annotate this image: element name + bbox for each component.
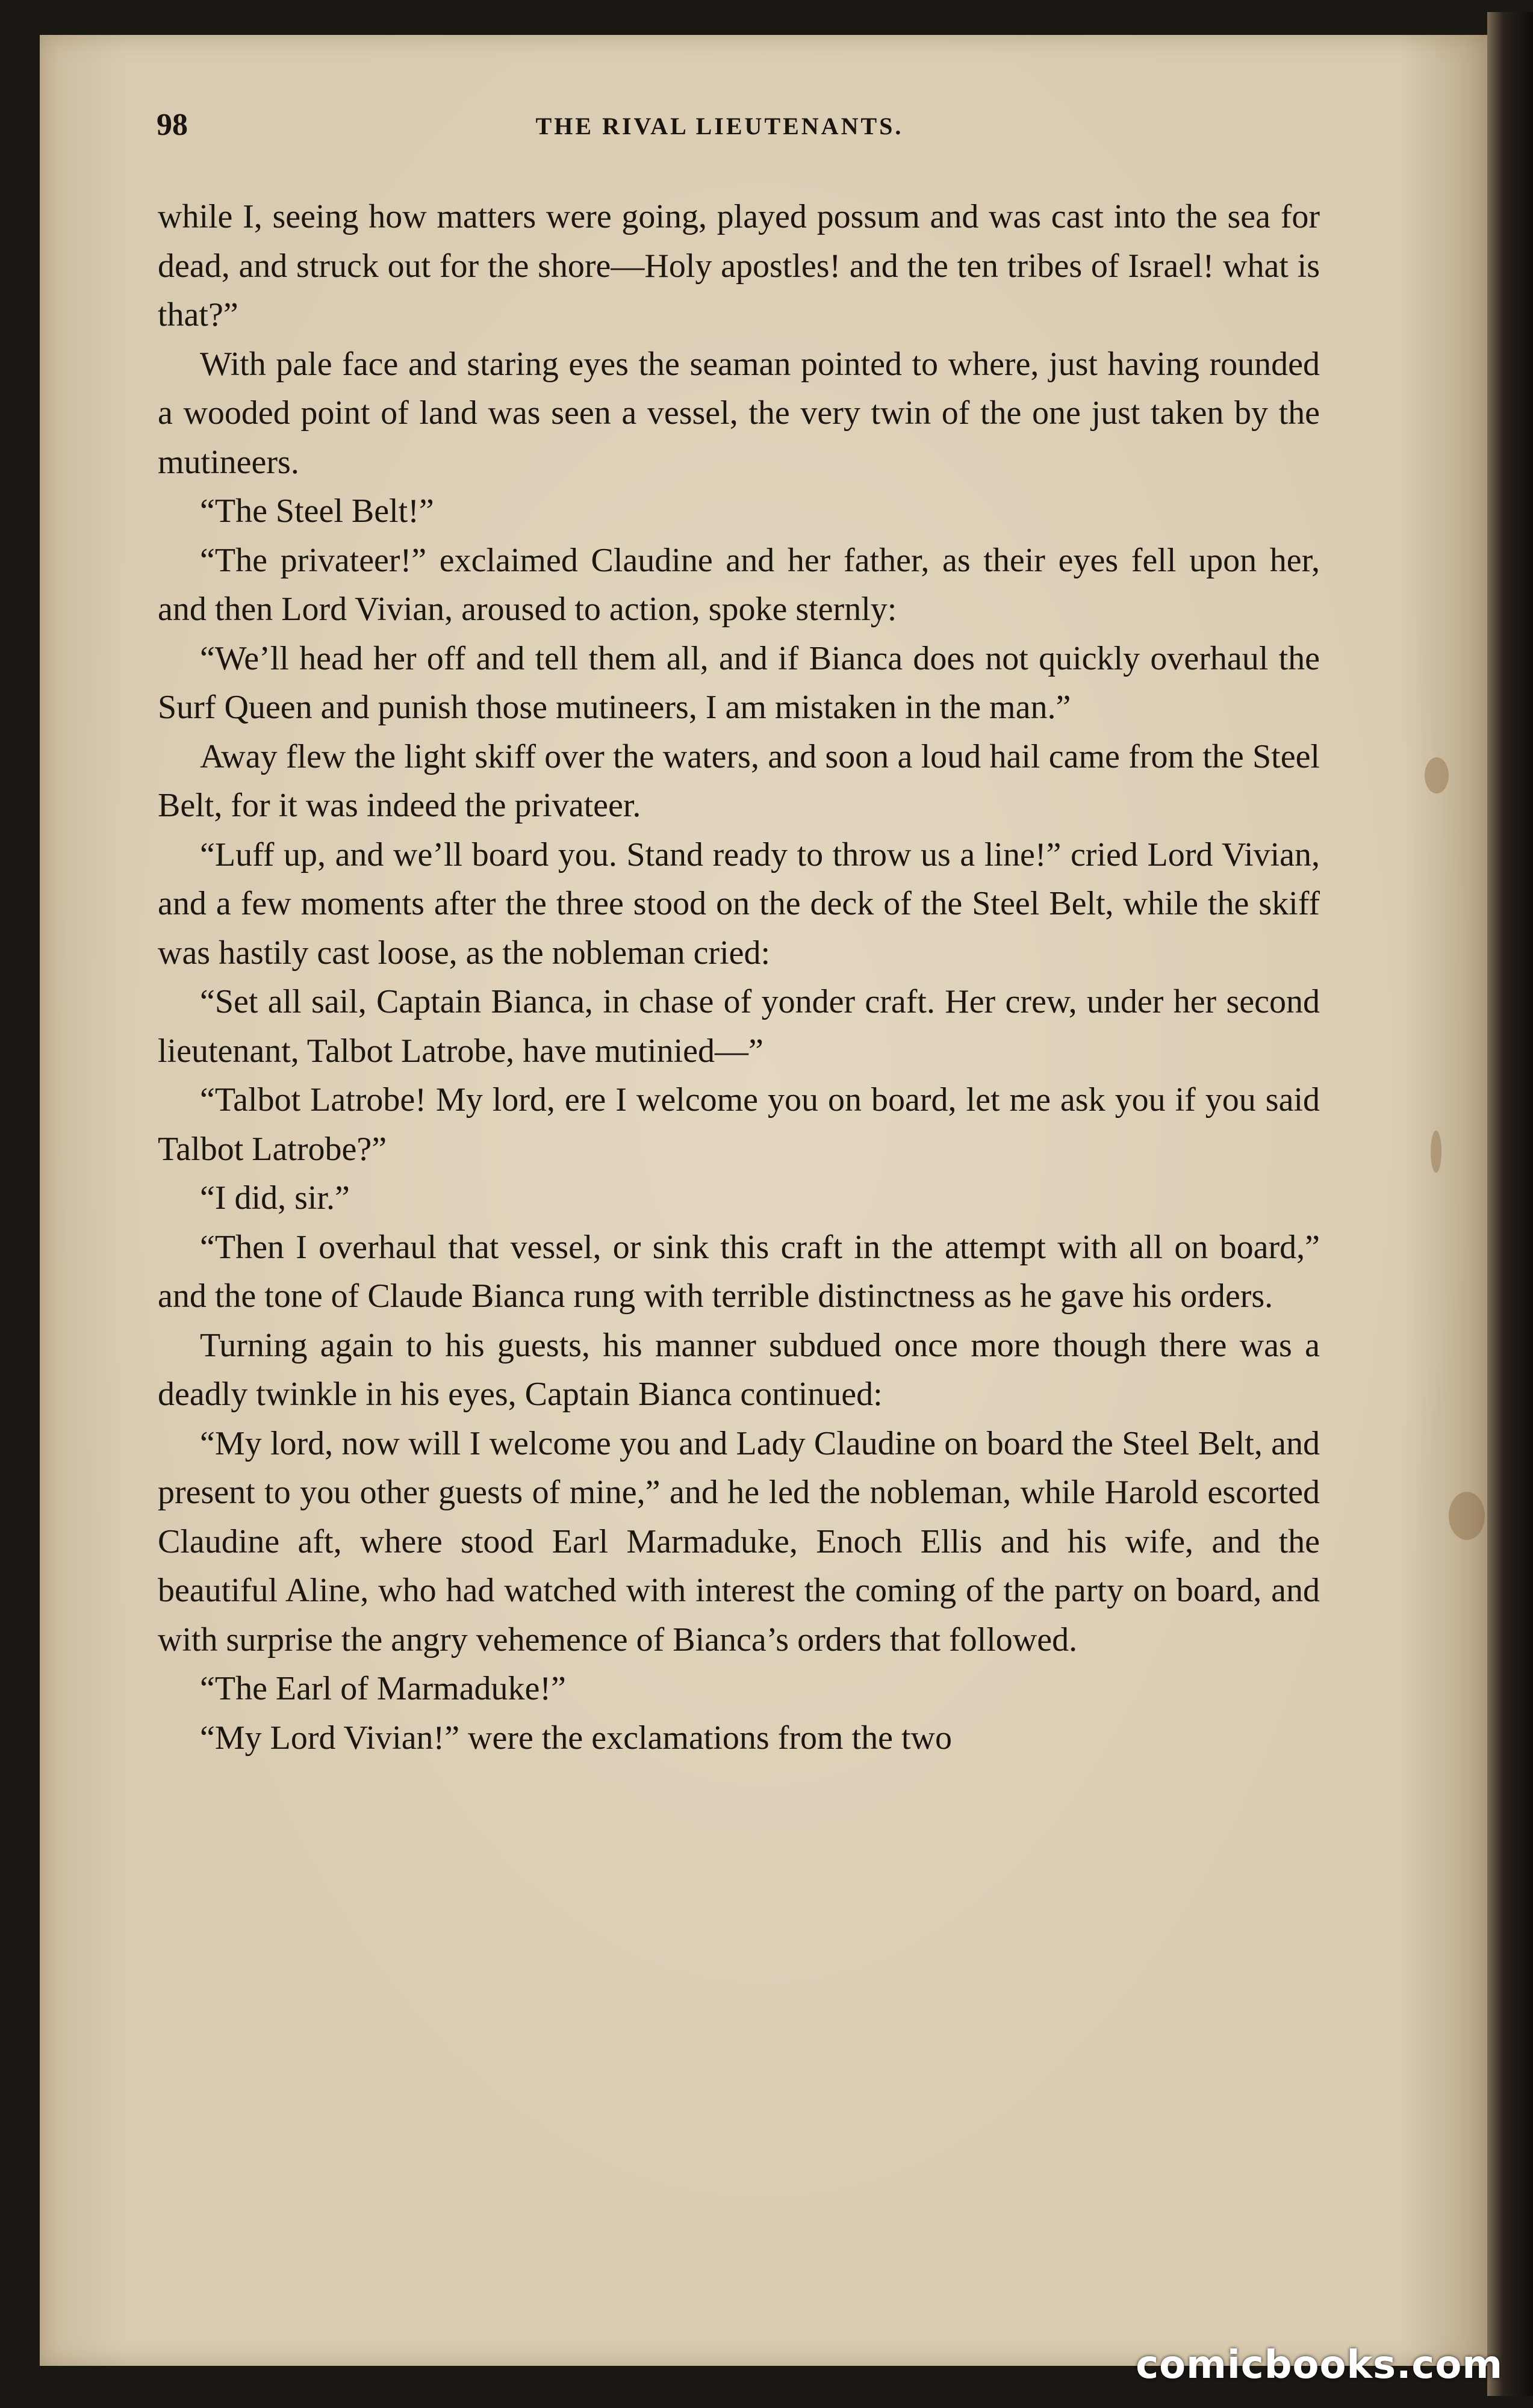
paragraph: “Set all sail, Captain Bianca, in chase of yonder craft. Her crew, under her second lieutenant, Talbot Latrobe, have mutinied—” xyxy=(158,983,1320,1070)
paragraph: With pale face and staring eyes the seaman pointed to where, just having rounded a wooded point of land was seen a vessel, the very twin of the one just taken by the mutineers. xyxy=(158,345,1320,481)
paragraph: while I, seeing how matters were going, played possum and was cast into the sea for dead, and struck out for the shore—Holy apostles! and the ten tribes of Israel! what is that?” xyxy=(158,198,1320,334)
paragraph: “I did, sir.” xyxy=(200,1179,350,1217)
paragraph: “The privateer!” exclaimed Claudine and her father, as their eyes fell upon her, and then Lord Vivian, aroused to action, spoke sternly: xyxy=(158,541,1320,628)
paper-stain xyxy=(1431,1131,1441,1173)
paragraph: Turning again to his guests, his manner subdued once more though there was a deadly twinkle in his eyes, Captain Bianca continued: xyxy=(158,1326,1320,1413)
watermark: comicbooks.com xyxy=(1136,2343,1503,2388)
paragraph: “Talbot Latrobe! My lord, ere I welcome you on board, let me ask you if you said Talbot Latrobe?” xyxy=(158,1081,1320,1168)
paper-stain xyxy=(1449,1492,1485,1540)
paper-stain xyxy=(1425,757,1449,793)
paragraph: “The Earl of Marmaduke!” xyxy=(200,1670,566,1707)
paragraph: “We’ll head her off and tell them all, and if Bianca does not quickly overhaul the Surf Queen and punish those mutineers, I am mistaken in the man.” xyxy=(158,639,1320,726)
paragraph: “My lord, now will I welcome you and Lady Claudine on board the Steel Belt, and present to you other guests of mine,” and he led the nobleman, while Harold escorted Claudine aft, where stood Earl Marmaduke, Enoch Ellis and his wife, and the beautiful Aline, who had watched with interest the coming of the party on board, and with surprise the angry vehemence of Bianca’s orders that followed. xyxy=(158,1424,1320,1659)
paragraph: Away flew the light skiff over the waters, and soon a loud hail came from the Steel Belt, for it was indeed the privateer. xyxy=(158,737,1320,824)
page-number: 98 xyxy=(157,108,188,142)
running-title: THE RIVAL LIEUTENANTS. xyxy=(535,113,904,140)
paragraph: “The Steel Belt!” xyxy=(200,492,434,530)
paragraph: “Luff up, and we’ll board you. Stand ready to throw us a line!” cried Lord Vivian, and a few moments after the three stood on the deck of the Steel Belt, while the skiff was hastily cast loose, as the nobleman cried: xyxy=(158,836,1320,972)
paragraph: “My Lord Vivian!” were the exclamations from the two xyxy=(200,1719,952,1757)
body-text xyxy=(158,193,1320,1763)
paragraph: “Then I overhaul that vessel, or sink this craft in the attempt with all on board,” and the tone of Claude Bianca rung with terrible distinctness as he gave his orders. xyxy=(158,1228,1320,1315)
book-spine xyxy=(1487,12,1533,2396)
page-header xyxy=(108,96,1331,157)
